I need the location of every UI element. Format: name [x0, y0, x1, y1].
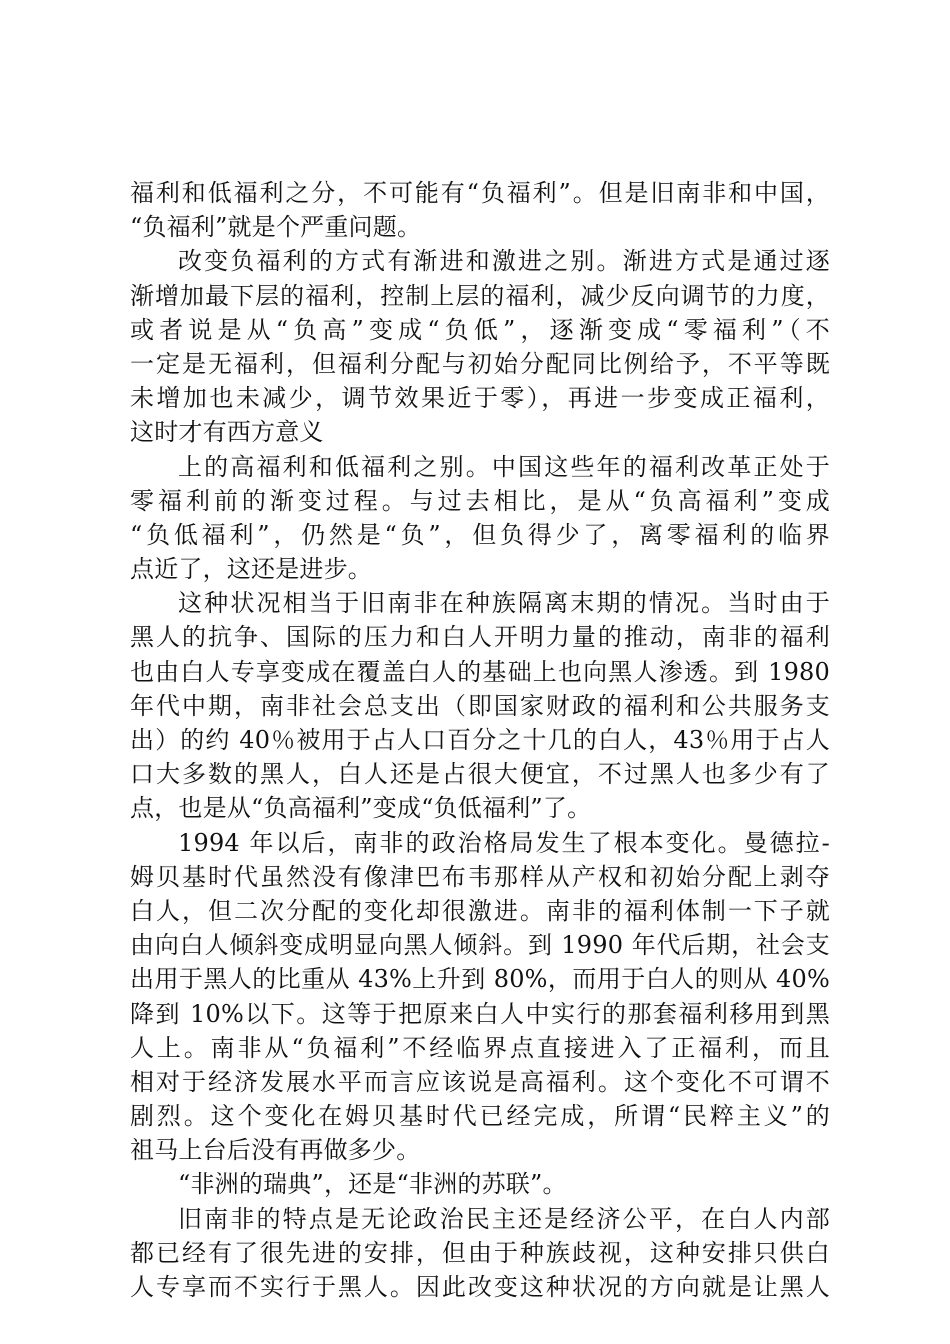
text-line: 点，也是从“负高福利”变成“负低福利”了。: [130, 794, 592, 823]
text-line: 也由白人专享变成在覆盖白人的基础上也向黑人渗透。到 1980: [130, 657, 830, 686]
text-line: 人专享而不实行于黑人。因此改变这种状况的方向就是让黑人: [130, 1273, 830, 1301]
text-line: “非洲的瑞典”，还是“非洲的苏联”。: [178, 1170, 567, 1199]
text-line: 一定是无福利，但福利分配与初始分配同比例给予，不平等既: [130, 349, 830, 378]
text-line: 黑人的抗争、国际的压力和白人开明力量的推动，南非的福利: [130, 623, 830, 652]
text-line: 未增加也未减少，调节效果近于零），再进一步变成正福利，: [130, 384, 830, 413]
text-line: 人上。南非从“负福利”不经临界点直接进入了正福利，而且: [130, 1033, 830, 1062]
text-line: 出用于黑人的比重从 43%上升到 80%，而用于白人的则从 40%: [130, 965, 830, 994]
text-line: 渐增加最下层的福利，控制上层的福利，减少反向调节的力度，: [130, 281, 830, 310]
text-line: 或者说是从“负高”变成“负低”，逐渐变成“零福利”（不: [130, 315, 830, 344]
text-line: 祖马上台后没有再做多少。: [130, 1136, 421, 1165]
text-line: 都已经有了很先进的安排，但由于种族歧视，这种安排只供白: [130, 1238, 830, 1267]
text-line: 旧南非的特点是无论政治民主还是经济公平，在白人内部: [178, 1204, 830, 1233]
text-line: 1994 年以后，南非的政治格局发生了根本变化。曼德拉-: [178, 828, 830, 857]
text-line: 剧烈。这个变化在姆贝基时代已经完成，所谓“民粹主义”的: [130, 1102, 830, 1131]
text-line: 这时才有西方意义: [130, 418, 324, 447]
text-line: 降到 10%以下。这等于把原来白人中实行的那套福利移用到黑: [130, 999, 830, 1028]
text-line: 由向白人倾斜变成明显向黑人倾斜。到 1990 年代后期，社会支: [130, 931, 830, 960]
body-text: [130, 176, 830, 1304]
text-line: 年代中期，南非社会总支出（即国家财政的福利和公共服务支: [130, 691, 830, 720]
text-line: 白人，但二次分配的变化却很激进。南非的福利体制一下子就: [130, 896, 830, 925]
text-line: 点近了，这还是进步。: [130, 555, 372, 584]
text-line: 这种状况相当于旧南非在种族隔离末期的情况。当时由于: [178, 589, 830, 618]
text-line: 福利和低福利之分，不可能有“负福利”。但是旧南非和中国，: [130, 179, 830, 207]
text-line: “负福利”就是个严重问题。: [130, 213, 422, 242]
text-line: 口大多数的黑人，白人还是占很大便宜，不过黑人也多少有了: [130, 760, 830, 789]
text-line: 出）的约 40％被用于占人口百分之十几的白人，43％用于占人: [130, 726, 830, 754]
text-line: 上的高福利和低福利之别。中国这些年的福利改革正处于: [178, 452, 830, 481]
text-line: 零福利前的渐变过程。与过去相比，是从“负高福利”变成: [130, 486, 830, 515]
text-line: 改变负福利的方式有渐进和激进之别。渐进方式是通过逐: [178, 247, 830, 276]
text-line: 相对于经济发展水平而言应该说是高福利。这个变化不可谓不: [130, 1067, 830, 1096]
text-line: 姆贝基时代虽然没有像津巴布韦那样从产权和初始分配上剥夺: [130, 862, 830, 891]
text-line: “负低福利”，仍然是“负”，但负得少了，离零福利的临界: [130, 520, 830, 549]
